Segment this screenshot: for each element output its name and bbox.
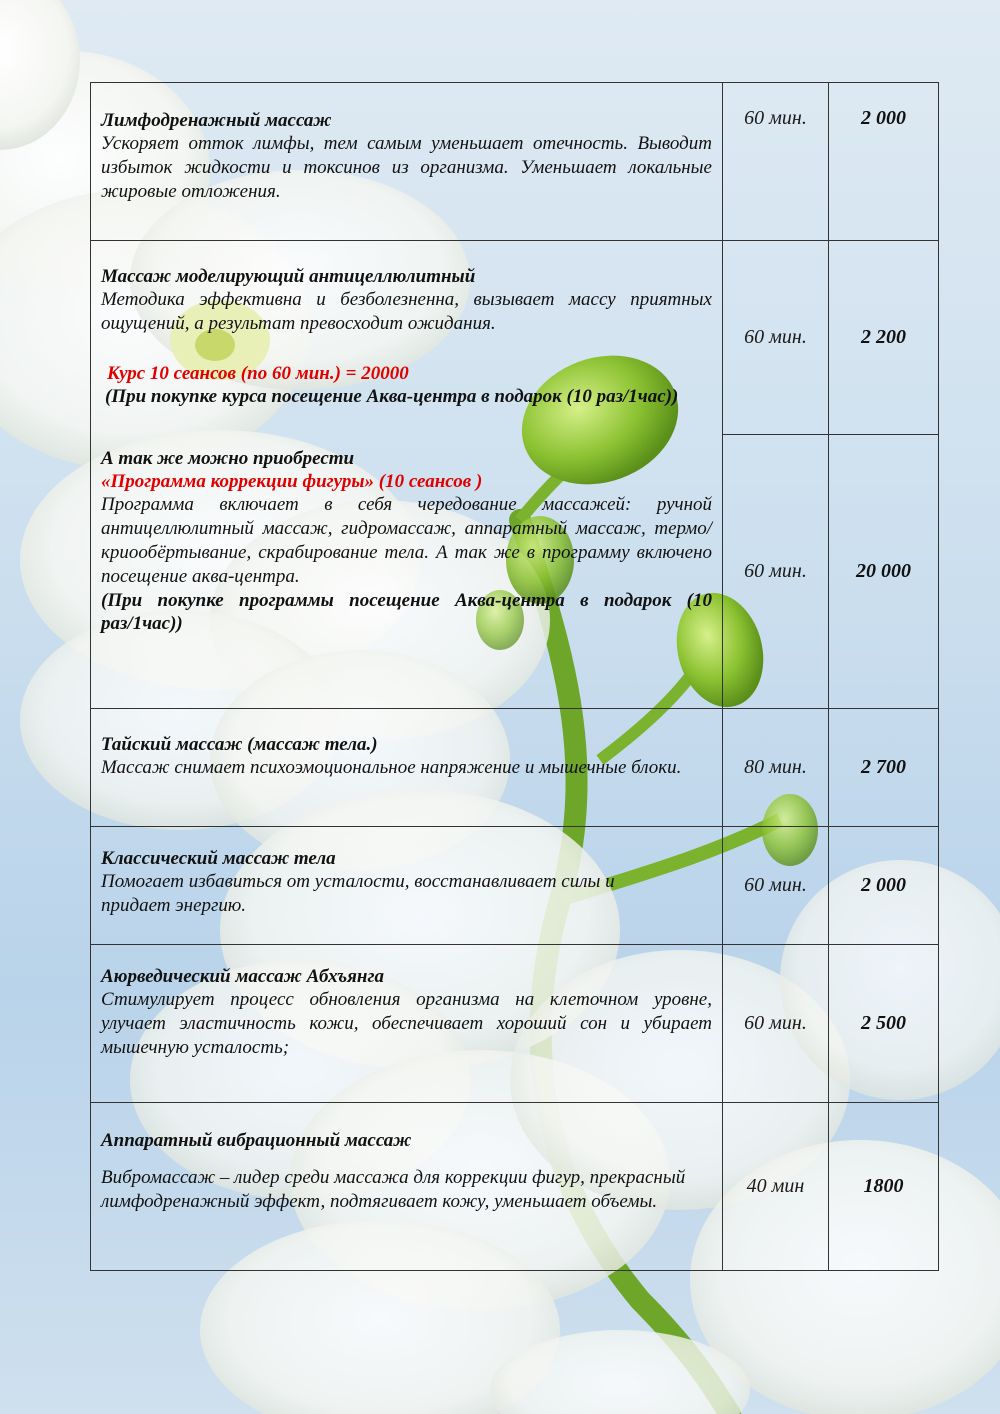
duration-cell xyxy=(723,827,829,945)
service-cell xyxy=(91,709,723,827)
price-cell xyxy=(829,827,939,945)
duration-cell xyxy=(723,945,829,1103)
service-title: Тайский массаж (массаж тела.) xyxy=(101,734,378,755)
service-title: А так же можно приобрести xyxy=(101,447,355,469)
service-duration: 80 мин. xyxy=(744,756,807,778)
service-cell xyxy=(91,241,723,435)
duration-cell xyxy=(723,709,829,827)
service-duration: 60 мин. xyxy=(744,1012,807,1034)
service-description: Методика эффективна и безболезненна, вызывает массу приятных ощущений, а результат превосходит ожидания. xyxy=(101,289,712,334)
duration-cell xyxy=(723,1103,829,1271)
service-description: Вибромассаж – лидер среди массажа для коррекции фигур, прекрасный лимфодренажный эффект, подтягивает кожу, уменьшает объемы. xyxy=(101,1167,686,1212)
service-price: 2 000 xyxy=(861,874,906,896)
program-name: «Программа коррекции фигуры» (10 сеансов ) xyxy=(101,470,483,492)
service-price: 2 500 xyxy=(861,1012,906,1034)
table-row xyxy=(91,83,939,241)
course-note: (При покупке курса посещение Аква-центра в подарок (10 раз/1час)) xyxy=(105,386,679,407)
table-row xyxy=(91,945,939,1103)
service-description: Ускоряет отток лимфы, тем самым уменьшает отечность. Выводит избыток жидкости и токсинов из организма. Уменьшает локальные жировые отложения. xyxy=(101,133,712,202)
service-price: 20 000 xyxy=(856,560,911,582)
table-row xyxy=(91,435,939,709)
service-duration: 60 мин. xyxy=(744,326,807,348)
service-title: Аюрведический массаж Абхъянга xyxy=(101,966,384,987)
service-price: 2 700 xyxy=(861,756,906,778)
table-row xyxy=(91,1103,939,1271)
service-cell xyxy=(91,1103,723,1271)
service-price: 2 000 xyxy=(861,107,906,129)
service-description: Массаж снимает психоэмоциональное напряжение и мышечные блоки. xyxy=(101,757,682,778)
service-price: 1800 xyxy=(863,1175,904,1197)
service-cell xyxy=(91,827,723,945)
service-duration: 60 мин. xyxy=(744,874,807,896)
service-duration: 60 мин. xyxy=(744,107,807,129)
price-cell xyxy=(829,435,939,709)
duration-cell xyxy=(723,241,829,435)
price-cell xyxy=(829,241,939,435)
program-note: (При покупке программы посещение Аква-центра в подарок (10 раз/1час)) xyxy=(101,589,712,634)
service-description: Помогает избавиться от усталости, восстанавливает силы и придает энергию. xyxy=(101,871,615,916)
service-price: 2 200 xyxy=(861,326,906,348)
price-cell xyxy=(829,1103,939,1271)
duration-cell xyxy=(723,83,829,241)
service-cell xyxy=(91,435,723,709)
service-duration: 40 мин xyxy=(746,1175,805,1197)
price-cell xyxy=(829,945,939,1103)
price-cell xyxy=(829,709,939,827)
course-offer: Курс 10 сеансов (по 60 мин.) = 20000 xyxy=(107,363,409,384)
service-description: Стимулирует процесс обновления организма на клеточном уровне, улучает эластичность кожи, обеспечивает хороший сон и убирает мышечную усталость; xyxy=(101,989,712,1058)
price-table xyxy=(90,82,939,1271)
service-cell xyxy=(91,945,723,1103)
table-row xyxy=(91,709,939,827)
service-title: Массаж моделирующий антицеллюлитный xyxy=(101,266,476,287)
service-duration: 60 мин. xyxy=(744,560,807,582)
duration-cell xyxy=(723,435,829,709)
service-title: Классический массаж тела xyxy=(101,848,336,869)
price-cell xyxy=(829,83,939,241)
service-title: Аппаратный вибрационный массаж xyxy=(101,1130,412,1151)
service-description: Программа включает в себя чередование массажей: ручной антицеллюлитный массаж, гидромассаж, аппаратный массаж, термо/криообёртывание, скрабирование тела. А так же в программу включено посещение аква-центра. xyxy=(101,493,712,587)
table-row xyxy=(91,241,939,435)
table-row xyxy=(91,827,939,945)
service-cell xyxy=(91,83,723,241)
price-list xyxy=(90,82,938,1271)
service-title: Лимфодренажный массаж xyxy=(101,110,332,131)
